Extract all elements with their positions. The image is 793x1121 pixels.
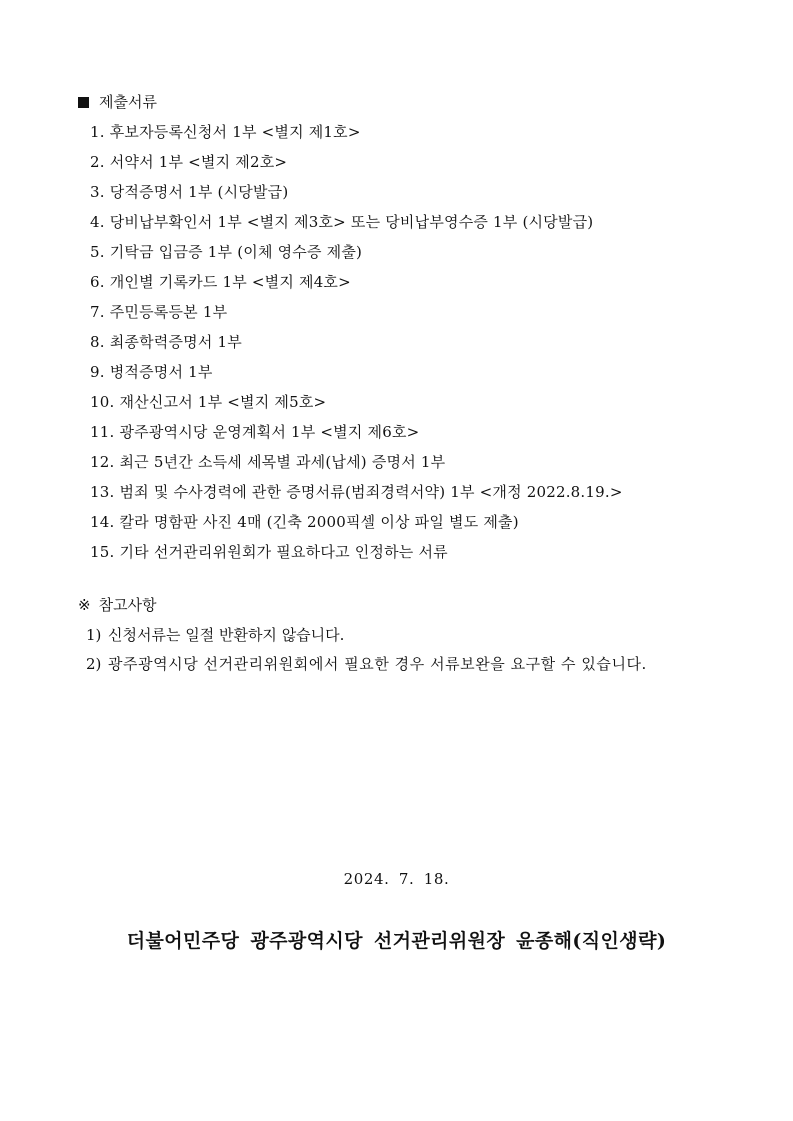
- list-item: [90, 297, 623, 327]
- item-number: 15.: [90, 543, 115, 561]
- item-text: 당비납부확인서 1부 <별지 제3호> 또는 당비납부영수증 1부 (시당발급): [109, 213, 594, 231]
- reference-mark-icon: ※: [78, 596, 91, 614]
- item-number: 10.: [90, 393, 115, 411]
- issue-date: 2024. 7. 18.: [343, 870, 450, 888]
- item-number: 3.: [90, 183, 105, 201]
- section-title: 제출서류: [99, 93, 157, 111]
- item-text: 병적증명서 1부: [109, 363, 213, 381]
- item-text: 기타 선거관리위원회가 필요하다고 인정하는 서류: [119, 543, 448, 561]
- list-item: [90, 267, 623, 297]
- list-item: [90, 507, 623, 537]
- item-text: 칼라 명함판 사진 4매 (긴축 2000픽셀 이상 파일 별도 제출): [119, 513, 519, 531]
- item-number: 13.: [90, 483, 115, 501]
- item-number: 8.: [90, 333, 105, 351]
- notes-heading: [78, 592, 157, 618]
- list-item: [90, 477, 623, 507]
- item-text: 개인별 기록카드 1부 <별지 제4호>: [109, 273, 351, 291]
- item-number: 2.: [90, 153, 105, 171]
- list-item: [90, 537, 623, 567]
- notes-title: 참고사항: [98, 596, 157, 614]
- item-text: 재산신고서 1부 <별지 제5호>: [119, 393, 327, 411]
- list-item: [90, 117, 623, 147]
- item-number: 7.: [90, 303, 105, 321]
- item-text: 최근 5년간 소득세 세목별 과세(납세) 증명서 1부: [119, 453, 446, 471]
- note-item: [86, 621, 721, 650]
- section-heading: [78, 90, 157, 114]
- item-text: 범죄 및 수사경력에 관한 증명서류(범죄경력서약) 1부 <개정 2022.8.19.>: [119, 483, 623, 501]
- list-item: [90, 327, 623, 357]
- item-number: 1.: [90, 123, 105, 141]
- item-number: 9.: [90, 363, 105, 381]
- list-item: [90, 177, 623, 207]
- item-text: 최종학력증명서 1부: [109, 333, 242, 351]
- note-number: 2): [86, 655, 102, 673]
- note-text: 광주광역시당 선거관리위원회에서 필요한 경우 서류보완을 요구할 수 있습니다.: [108, 655, 647, 673]
- notes-list: [86, 621, 721, 679]
- item-text: 후보자등록신청서 1부 <별지 제1호>: [109, 123, 361, 141]
- item-number: 5.: [90, 243, 105, 261]
- list-item: [90, 357, 623, 387]
- list-item: [90, 237, 623, 267]
- note-item: [86, 650, 721, 679]
- note-number: 1): [86, 626, 102, 644]
- list-item: [90, 207, 623, 237]
- item-number: 6.: [90, 273, 105, 291]
- list-item: [90, 447, 623, 477]
- required-documents-list: [90, 117, 623, 567]
- item-text: 주민등록등본 1부: [109, 303, 228, 321]
- item-number: 12.: [90, 453, 115, 471]
- list-item: [90, 417, 623, 447]
- list-item: [90, 147, 623, 177]
- item-text: 기탁금 입금증 1부 (이체 영수증 제출): [109, 243, 363, 261]
- black-square-icon: [78, 97, 89, 108]
- item-number: 14.: [90, 513, 115, 531]
- item-text: 당적증명서 1부 (시당발급): [109, 183, 289, 201]
- signature-line: 더불어민주당 광주광역시당 선거관리위원장 윤종해(직인생략): [126, 930, 667, 952]
- item-number: 4.: [90, 213, 105, 231]
- note-text: 신청서류는 일절 반환하지 않습니다.: [108, 626, 345, 644]
- list-item: [90, 387, 623, 417]
- item-number: 11.: [90, 423, 115, 441]
- item-text: 광주광역시당 운영계획서 1부 <별지 제6호>: [119, 423, 420, 441]
- item-text: 서약서 1부 <별지 제2호>: [109, 153, 288, 171]
